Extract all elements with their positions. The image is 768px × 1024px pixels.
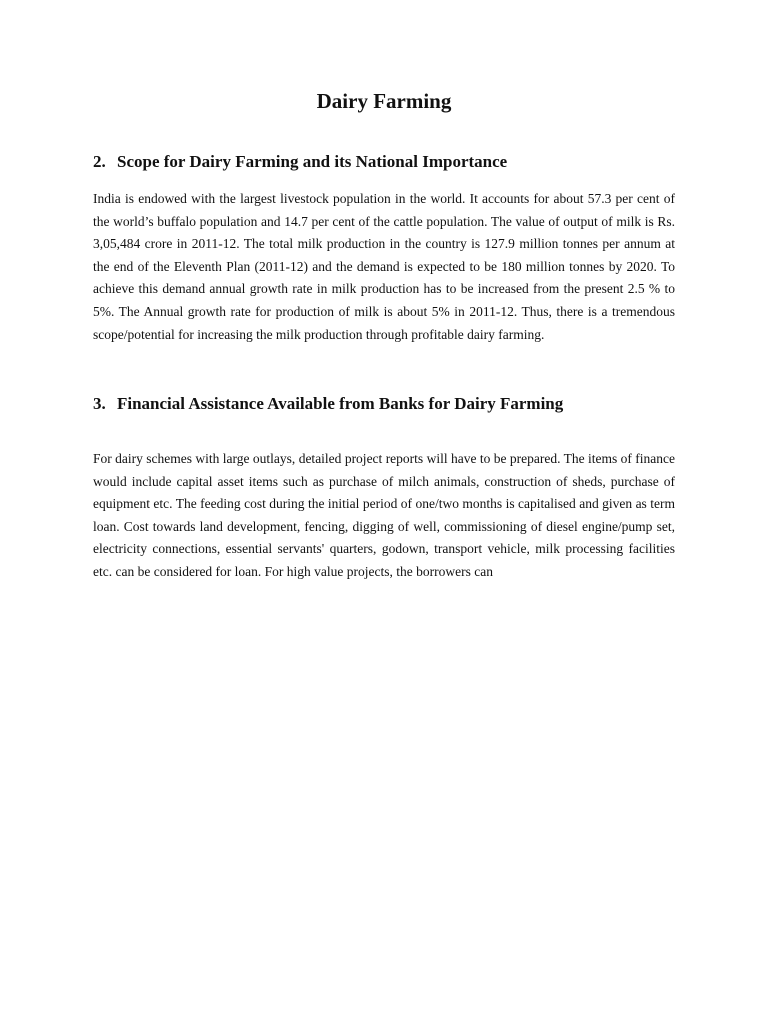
section-body-scope: India is endowed with the largest livestock population in the world. It accounts for about 57.3 per cent of the world’s buffalo population and 14.7 per cent of the cattle population. The value of output of milk is Rs. 3,05,484 crore in 2011-12. The total milk production in the country is 127.9 million tonnes per annum at the end of the Eleventh Plan (2011-12) and the demand is expected to be 180 million tonnes by 2020. To achieve this demand annual growth rate in milk production has to be increased from the present 2.5 % to 5%. The Annual growth rate for production of milk is about 5% in 2011-12. Thus, there is a tremendous scope/potential for increasing the milk production through profitable dairy farming. bbox=[93, 191, 675, 342]
section-heading-text: Financial Assistance Available from Banks for Dairy Farming bbox=[117, 394, 564, 413]
document-title: Dairy Farming bbox=[316, 89, 452, 113]
section-heading-financial-assistance bbox=[93, 393, 675, 415]
section-number: 2. bbox=[93, 152, 106, 171]
section-number: 3. bbox=[93, 394, 106, 413]
section-heading-scope bbox=[93, 151, 675, 173]
section-body-financial-assistance: For dairy schemes with large outlays, detailed project reports will have to be prepared. The items of finance would include capital asset items such as purchase of milch animals, construction of sheds, purchase of equipment etc. The feeding cost during the initial period of one/two months is capitalised and given as term loan. Cost towards land development, fencing, digging of well, commissioning of diesel engine/pump set, electricity connections, essential servants' quarters, godown, transport vehicle, milk processing facilities etc. can be considered for loan. For high value projects, the borrowers can bbox=[93, 451, 675, 579]
section-heading-text: Scope for Dairy Farming and its National Importance bbox=[117, 152, 508, 171]
